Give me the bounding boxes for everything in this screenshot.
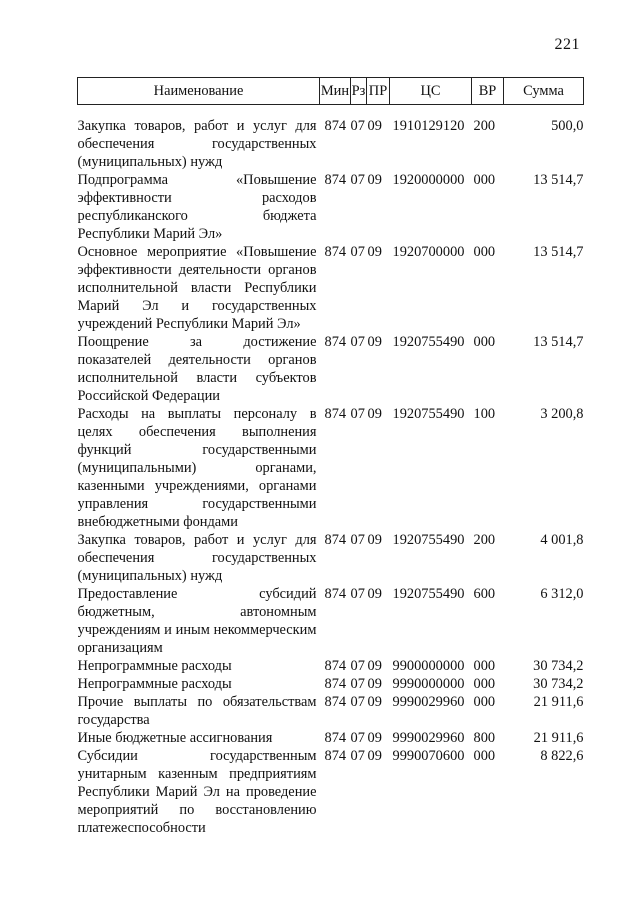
row-cs: 1920755490 <box>392 532 465 548</box>
row-name: Предоставление субсидий бюджетным, автономным учреждениям и иным некоммерческим организациям <box>77 586 317 656</box>
row-min: 874 <box>324 244 347 260</box>
row-rz: 07 <box>350 658 365 674</box>
row-cs: 9990029960 <box>392 730 465 746</box>
row-vr: 100 <box>473 406 496 422</box>
row-pr: 09 <box>367 694 382 710</box>
row-vr: 000 <box>473 694 496 710</box>
row-sum: 8 822,6 <box>540 748 584 764</box>
budget-table-container <box>77 77 583 837</box>
row-sum: 500,0 <box>551 118 584 134</box>
row-sum: 30 734,2 <box>533 658 584 674</box>
row-sum: 13 514,7 <box>533 172 584 188</box>
row-rz: 07 <box>350 532 365 548</box>
row-min: 874 <box>324 532 347 548</box>
row-cs: 9990000000 <box>392 676 465 692</box>
budget-table <box>77 77 584 837</box>
row-min: 874 <box>324 676 347 692</box>
row-min: 874 <box>324 658 347 674</box>
row-min: 874 <box>324 730 347 746</box>
row-pr: 09 <box>367 676 382 692</box>
header-vr: ВР <box>472 78 504 105</box>
row-vr: 000 <box>473 658 496 674</box>
row-name: Субсидии государственным унитарным казенным предприятиям Республики Марий Эл на проведение мероприятий по восстановлению платежеспособности <box>77 748 317 836</box>
table-row <box>78 675 584 693</box>
table-row <box>78 405 584 531</box>
row-cs: 1920755490 <box>392 334 465 350</box>
row-min: 874 <box>324 334 347 350</box>
header-spacer <box>78 105 584 118</box>
row-rz: 07 <box>350 172 365 188</box>
row-name: Подпрограмма «Повышение эффективности расходов республиканского бюджета Республики Марий Эл» <box>77 172 317 242</box>
table-row <box>78 243 584 333</box>
row-name: Закупка товаров, работ и услуг для обеспечения государственных (муниципальных) нужд <box>77 532 317 584</box>
row-pr: 09 <box>367 244 382 260</box>
header-min: Мин <box>320 78 351 105</box>
row-vr: 000 <box>473 244 496 260</box>
row-cs: 1920000000 <box>392 172 465 188</box>
row-cs: 1920755490 <box>392 586 465 602</box>
row-rz: 07 <box>350 334 365 350</box>
row-cs: 1910129120 <box>392 118 465 134</box>
table-row <box>78 729 584 747</box>
row-sum: 6 312,0 <box>540 586 584 602</box>
row-cs: 1920700000 <box>392 244 465 260</box>
row-min: 874 <box>324 172 347 188</box>
row-vr: 000 <box>473 676 496 692</box>
row-rz: 07 <box>350 586 365 602</box>
row-min: 874 <box>324 748 347 764</box>
row-pr: 09 <box>367 586 382 602</box>
row-rz: 07 <box>350 406 365 422</box>
row-cs: 1920755490 <box>392 406 465 422</box>
row-vr: 200 <box>473 118 496 134</box>
row-name: Поощрение за достижение показателей деятельности органов исполнительной власти субъектов Российской Федерации <box>77 334 317 404</box>
header-cs: ЦС <box>390 78 472 105</box>
header-pr: ПР <box>367 78 390 105</box>
row-cs: 9990029960 <box>392 694 465 710</box>
row-min: 874 <box>324 118 347 134</box>
row-pr: 09 <box>367 118 382 134</box>
row-pr: 09 <box>367 658 382 674</box>
row-name: Прочие выплаты по обязательствам государства <box>77 694 317 728</box>
header-rz: Рз <box>351 78 367 105</box>
table-row <box>78 693 584 729</box>
row-sum: 4 001,8 <box>540 532 584 548</box>
row-min: 874 <box>324 694 347 710</box>
row-vr: 200 <box>473 532 496 548</box>
table-row <box>78 117 584 171</box>
table-row <box>78 531 584 585</box>
page-number: 221 <box>554 36 580 53</box>
table-header <box>78 78 584 118</box>
row-pr: 09 <box>367 334 382 350</box>
row-rz: 07 <box>350 244 365 260</box>
row-pr: 09 <box>367 406 382 422</box>
row-name: Непрограммные расходы <box>77 676 232 692</box>
header-sum: Сумма <box>504 78 584 105</box>
row-vr: 000 <box>473 172 496 188</box>
row-name: Расходы на выплаты персоналу в целях обеспечения выполнения функций государственными (муниципальными) органами, казенными учреждениями, органами управления государственными внебюджетными фондами <box>77 406 317 530</box>
row-vr: 000 <box>473 334 496 350</box>
row-vr: 600 <box>473 586 496 602</box>
row-rz: 07 <box>350 676 365 692</box>
table-row <box>78 171 584 243</box>
row-rz: 07 <box>350 694 365 710</box>
row-name: Непрограммные расходы <box>77 658 232 674</box>
row-sum: 30 734,2 <box>533 676 584 692</box>
row-min: 874 <box>324 586 347 602</box>
header-row <box>78 78 584 105</box>
row-rz: 07 <box>350 748 365 764</box>
row-rz: 07 <box>350 118 365 134</box>
table-row <box>78 585 584 657</box>
row-sum: 13 514,7 <box>533 244 584 260</box>
row-sum: 13 514,7 <box>533 334 584 350</box>
row-cs: 9900000000 <box>392 658 465 674</box>
row-vr: 800 <box>473 730 496 746</box>
header-name: Наименование <box>78 78 320 105</box>
row-pr: 09 <box>367 730 382 746</box>
row-min: 874 <box>324 406 347 422</box>
table-row <box>78 333 584 405</box>
row-name: Основное мероприятие «Повышение эффективности деятельности органов исполнительной власти Республики Марий Эл и государственных учреждений Республики Марий Эл» <box>77 244 317 332</box>
row-sum: 21 911,6 <box>533 730 584 746</box>
row-sum: 21 911,6 <box>533 694 584 710</box>
row-pr: 09 <box>367 748 382 764</box>
row-sum: 3 200,8 <box>540 406 584 422</box>
row-pr: 09 <box>367 532 382 548</box>
table-row <box>78 747 584 837</box>
row-cs: 9990070600 <box>392 748 465 764</box>
row-vr: 000 <box>473 748 496 764</box>
row-rz: 07 <box>350 730 365 746</box>
table-row <box>78 657 584 675</box>
row-pr: 09 <box>367 172 382 188</box>
table-body <box>78 117 584 837</box>
row-name: Закупка товаров, работ и услуг для обеспечения государственных (муниципальных) нужд <box>77 118 317 170</box>
row-name: Иные бюджетные ассигнования <box>77 730 273 746</box>
